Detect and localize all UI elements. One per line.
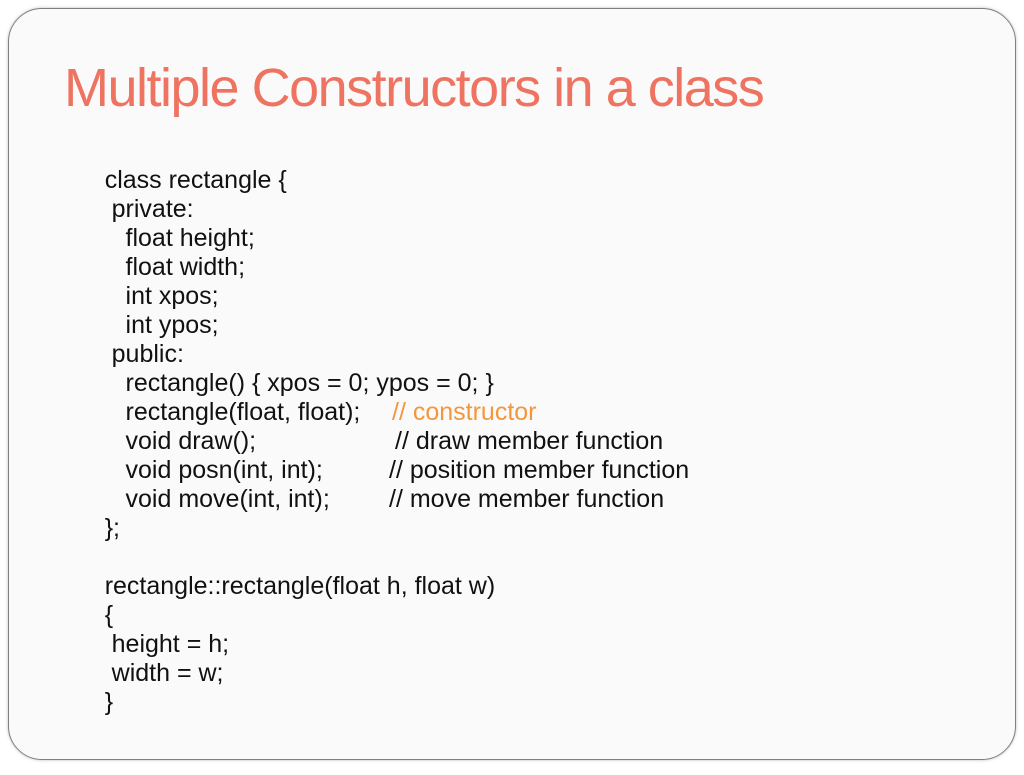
code-comment: // constructor bbox=[392, 398, 537, 426]
code-text: height = h; bbox=[104, 630, 230, 658]
code-line bbox=[63, 369, 494, 398]
code-comment: // move member function bbox=[389, 485, 665, 513]
code-text: int ypos; bbox=[104, 311, 219, 339]
code-line bbox=[63, 630, 230, 659]
code-text: width = w; bbox=[104, 659, 224, 687]
code-line bbox=[63, 311, 219, 340]
code-line bbox=[63, 282, 219, 311]
code-line bbox=[63, 253, 246, 282]
code-text: class rectangle { bbox=[104, 166, 287, 194]
code-line bbox=[63, 398, 537, 427]
code-line bbox=[63, 427, 664, 456]
code-comment: // position member function bbox=[389, 456, 690, 484]
code-text: void move(int, int); bbox=[104, 485, 330, 513]
code-text: float width; bbox=[104, 253, 246, 281]
code-comment: // draw member function bbox=[395, 427, 664, 455]
code-text: private: bbox=[104, 195, 194, 223]
code-line bbox=[63, 340, 184, 369]
slide-title: Multiple Constructors in a class bbox=[64, 58, 764, 118]
code-line bbox=[63, 456, 690, 485]
slide bbox=[8, 8, 1016, 760]
code-line bbox=[63, 688, 114, 717]
code-line bbox=[63, 195, 194, 224]
code-block bbox=[63, 166, 690, 717]
code-line bbox=[63, 601, 114, 630]
code-text: void draw(); bbox=[104, 427, 257, 455]
code-text: rectangle() { xpos = 0; ypos = 0; } bbox=[104, 369, 494, 397]
code-line bbox=[63, 485, 665, 514]
code-line bbox=[63, 572, 496, 601]
code-text: int xpos; bbox=[104, 282, 219, 310]
code-text: } bbox=[104, 688, 114, 716]
code-text: void posn(int, int); bbox=[104, 456, 323, 484]
code-text: { bbox=[104, 601, 114, 629]
code-text: rectangle::rectangle(float h, float w) bbox=[104, 572, 496, 600]
code-line bbox=[63, 224, 255, 253]
code-line bbox=[63, 166, 287, 195]
code-line bbox=[63, 514, 120, 543]
code-text: public: bbox=[104, 340, 184, 368]
code-text: }; bbox=[104, 514, 120, 542]
code-text: float height; bbox=[104, 224, 255, 252]
code-line bbox=[63, 543, 105, 572]
code-line bbox=[63, 659, 224, 688]
code-text: rectangle(float, float); bbox=[104, 398, 361, 426]
